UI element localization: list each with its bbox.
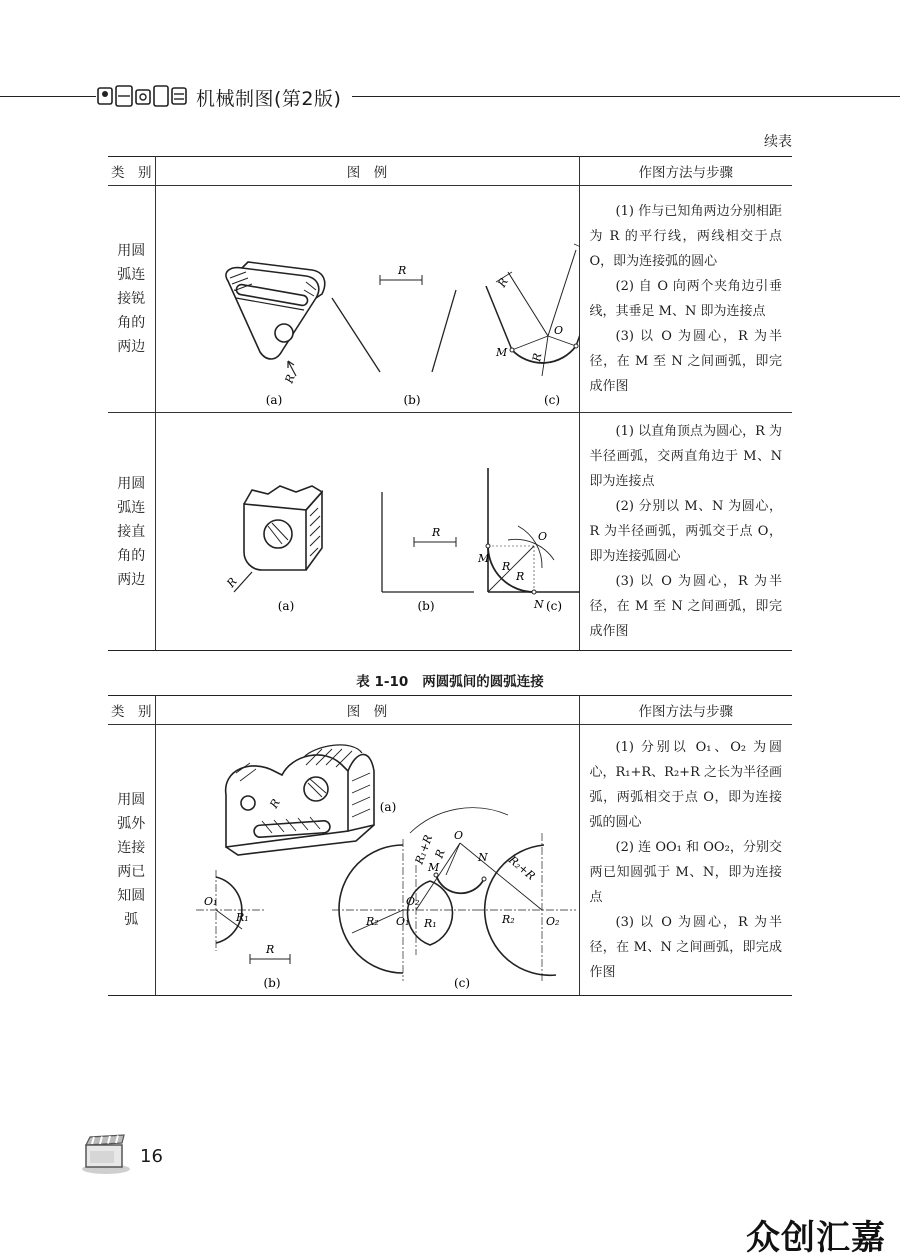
category-line: 接锐 — [117, 291, 146, 307]
step-text: (2) 分别以 M、N 为圆心，R 为半径画弧，两弧交于点 O，即为连接弧圆心 — [589, 499, 782, 564]
step-text: (3) 以 O 为圆心，R 为半径，在 M、N 之间画弧，即完成作图 — [589, 915, 782, 980]
label-O: O — [453, 829, 463, 842]
table-1-10 — [108, 695, 792, 996]
col-header-category: 类 别 — [108, 157, 155, 186]
table-title-text: 两圆弧间的圆弧连接 — [422, 674, 544, 690]
label-N: N — [477, 851, 488, 864]
two-arcs-figure — [156, 725, 580, 995]
label-M: M — [427, 861, 439, 874]
label-O1: O₁ — [395, 915, 409, 928]
category-line: 用圆 — [117, 792, 146, 808]
label-M: M — [495, 346, 507, 359]
acute-angle-given-b — [332, 275, 456, 372]
category-line: 用圆 — [117, 243, 146, 259]
col-header-category: 类 别 — [108, 696, 155, 725]
label-M: M — [477, 551, 489, 565]
category-line: 用圆 — [117, 475, 146, 492]
label-R: R — [266, 796, 283, 811]
label-R2: R₂ — [501, 913, 515, 926]
part-drawing-a — [234, 486, 322, 592]
figure-cell — [155, 725, 579, 996]
label-R: R — [397, 264, 406, 277]
category-line: 两边 — [117, 339, 146, 355]
label-R: R — [265, 943, 274, 956]
category-line: 两边 — [117, 571, 146, 588]
col-header-figure: 图 例 — [155, 696, 579, 725]
table-row-acute-angle — [108, 186, 792, 413]
label-R1: R₁ — [423, 917, 437, 930]
page-number: 16 — [140, 1146, 163, 1167]
category-line: 弧外 — [117, 816, 146, 832]
label-R2R: R₂+R — [505, 853, 538, 883]
step-text: (1) 以直角顶点为圆心，R 为半径画弧，交两直角边于 M、N 即为连接点 — [589, 424, 782, 489]
header-rule-right — [352, 96, 900, 97]
category-line: 两已 — [117, 864, 146, 880]
caption-b: (b) — [416, 598, 435, 613]
category-cell — [108, 186, 155, 413]
continued-table — [108, 156, 792, 651]
caption-b: (b) — [402, 393, 421, 407]
label-R: R — [432, 847, 448, 861]
table-title — [0, 670, 900, 690]
clapperboard-icon — [80, 1133, 132, 1175]
category-cell — [108, 413, 155, 651]
figure-cell — [155, 186, 579, 413]
header-logo-icon — [96, 82, 188, 110]
method-cell — [579, 413, 792, 651]
table-row-two-arcs — [108, 725, 792, 996]
acute-angle-figure — [156, 186, 580, 412]
label-R: R — [223, 574, 240, 590]
step-text: (1) 作与已知角两边分别相距为 R 的平行线，两线相交于点 O，即为连接弧的圆心 — [589, 204, 782, 269]
step-text: (2) 自 O 向两个夹角边引垂线，其垂足 M、N 即为连接点 — [589, 279, 782, 319]
step-text: (3) 以 O 为圆心，R 为半径，在 M 至 N 之间画弧，即完成作图 — [589, 574, 782, 639]
caption-c: (c) — [543, 393, 560, 407]
label-R: R — [431, 525, 440, 539]
label-R: R — [494, 275, 511, 290]
right-angle-construction-c — [486, 468, 580, 594]
label-O2: O₂ — [405, 895, 419, 908]
label-N: N — [533, 597, 544, 611]
figure-cell — [155, 413, 579, 651]
caption-c: (c) — [545, 598, 562, 613]
caption-c: (c) — [453, 976, 470, 990]
category-line: 知圆 — [117, 888, 146, 904]
caption-a: (a) — [265, 393, 282, 407]
step-text: (1) 分别以 O₁、O₂ 为圆心，R₁+R、R₂+R 之长为半径画弧，两弧相交于点 O，即为连接弧的圆心 — [589, 740, 782, 830]
step-text: (2) 连 OO₁ 和 OO₂，分别交两已知圆弧于 M、N，即为连接点 — [589, 840, 782, 905]
label-R: R — [282, 372, 298, 386]
label-O: O — [537, 529, 547, 543]
label-R: R — [529, 352, 544, 363]
method-cell — [579, 725, 792, 996]
step-text: (3) 以 O 为圆心，R 为半径，在 M 至 N 之间画弧，即完成作图 — [589, 329, 782, 394]
label-R1: R₁ — [235, 911, 249, 924]
category-line: 弧连 — [117, 499, 146, 516]
col-header-method: 作图方法与步骤 — [579, 157, 792, 186]
watermark: 众创汇嘉 — [746, 1218, 886, 1258]
part-drawing-a — [225, 745, 373, 855]
category-line: 角的 — [117, 547, 146, 564]
table-number: 表 1-10 — [356, 674, 409, 690]
caption-a: (a) — [379, 800, 396, 814]
label-O1: O₁ — [203, 895, 217, 908]
label-R: R — [501, 559, 510, 573]
label-O: O — [553, 324, 563, 337]
label-R: R — [515, 569, 524, 583]
continued-label: 续表 — [764, 134, 792, 150]
given-arcs-b — [196, 839, 416, 981]
category-cell — [108, 725, 155, 996]
category-line: 连接 — [117, 840, 146, 856]
category-line: 弧 — [124, 912, 139, 928]
right-angle-figure — [156, 420, 580, 644]
right-angle-given-b — [382, 492, 474, 592]
header-rule-left — [0, 96, 96, 97]
book-title: 机械制图(第2版) — [196, 88, 342, 110]
table-row-right-angle — [108, 413, 792, 651]
tangent-arc-construction-c — [388, 808, 576, 983]
label-R2: R₂ — [365, 915, 379, 928]
part-drawing-a — [225, 262, 324, 376]
category-line: 角的 — [117, 315, 146, 331]
caption-b: (b) — [262, 976, 281, 990]
category-line: 接直 — [117, 523, 146, 540]
caption-a: (a) — [277, 598, 294, 613]
col-header-method: 作图方法与步骤 — [579, 696, 792, 725]
col-header-figure: 图 例 — [155, 157, 579, 186]
label-O2: O₂ — [545, 915, 559, 928]
label-R1R: R₁+R — [412, 833, 435, 867]
method-cell — [579, 186, 792, 413]
category-line: 弧连 — [117, 267, 146, 283]
